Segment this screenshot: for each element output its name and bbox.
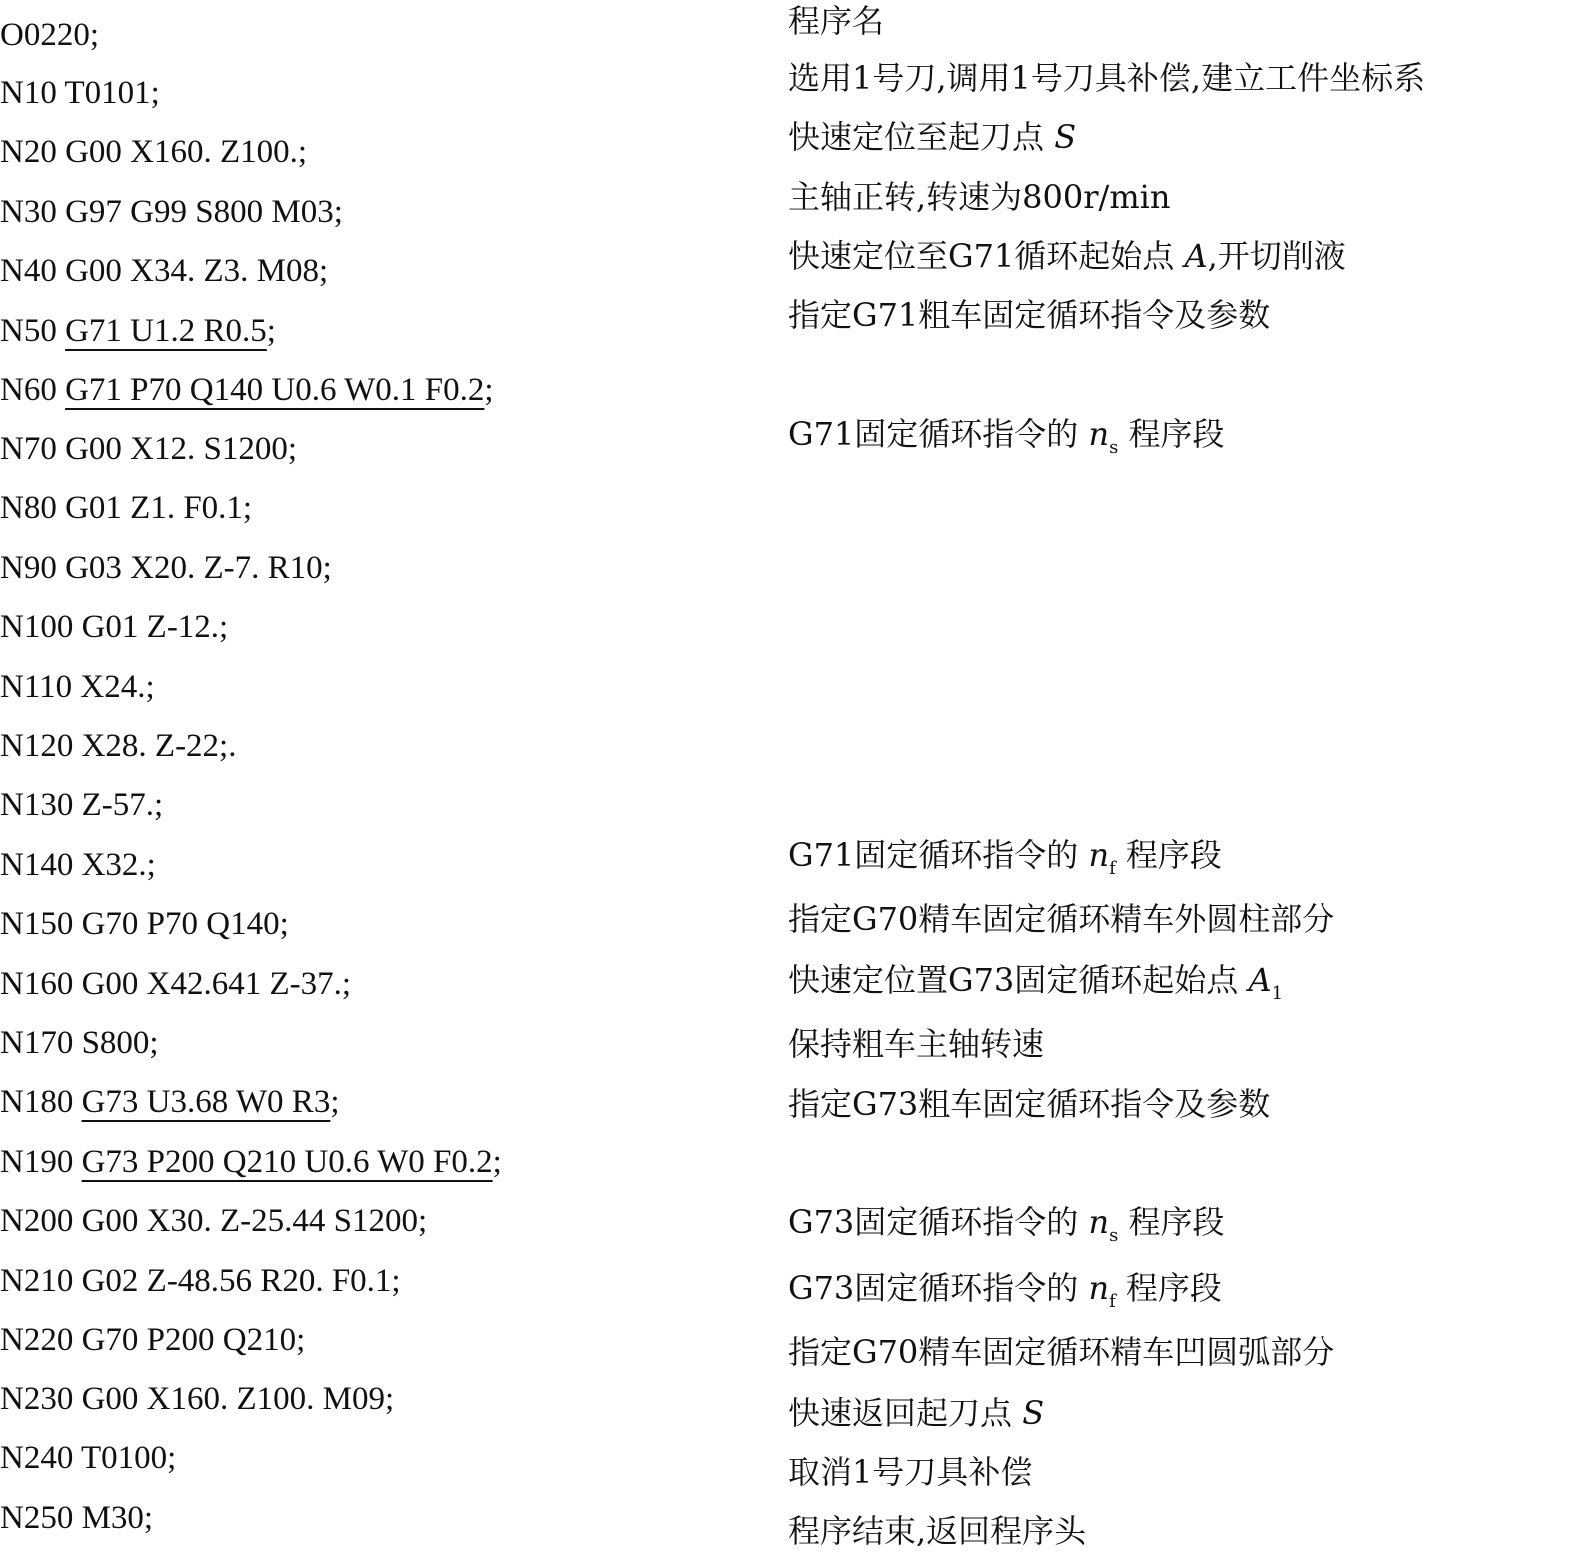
comment-text: 指定G70精车固定循环精车外圆柱部分 — [788, 900, 1335, 938]
comment-symbol: n — [1088, 836, 1110, 874]
comment-line — [788, 1259, 1222, 1318]
comment-line — [788, 1323, 1334, 1382]
comment-line — [788, 286, 1270, 345]
comment-text: 快速定位至G71循环起始点 — [788, 237, 1175, 275]
comment-subscript: f — [1109, 1291, 1116, 1312]
comment-line — [788, 108, 1076, 167]
code-text: O0220; — [0, 17, 99, 53]
code-line — [0, 539, 332, 598]
code-terminator: ; — [484, 372, 494, 408]
code-line — [0, 479, 252, 538]
comment-line — [788, 0, 884, 51]
code-line — [0, 1252, 401, 1311]
comment-symbol: n — [1088, 1269, 1110, 1307]
comment-symbol: S — [1054, 118, 1077, 156]
comment-line — [788, 890, 1334, 949]
comment-text: 保持粗车主轴转速 — [788, 1025, 1045, 1063]
code-line — [0, 1073, 340, 1132]
code-underlined-params: G71 U1.2 R0.5 — [65, 313, 267, 349]
code-text: N250 M30; — [0, 1500, 154, 1536]
code-text: N20 G00 X160. Z100.; — [0, 134, 308, 170]
comment-text: 指定G70精车固定循环精车凹圆弧部分 — [788, 1333, 1335, 1371]
comment-text: G71固定循环指令的 — [788, 415, 1079, 453]
code-line — [0, 302, 276, 361]
comment-symbol: n — [1088, 415, 1110, 453]
code-line — [0, 1429, 176, 1488]
code-text: N150 G70 P70 Q140; — [0, 906, 289, 942]
code-line — [0, 183, 343, 242]
comment-subscript: s — [1109, 437, 1119, 458]
comment-suffix: ,开切削液 — [1207, 237, 1346, 275]
code-text: N170 S800; — [0, 1025, 159, 1061]
comment-suffix: 程序段 — [1128, 1203, 1225, 1241]
comment-line — [788, 1384, 1044, 1443]
comment-symbol: S — [1022, 1394, 1045, 1432]
code-text: N130 Z-57.; — [0, 787, 164, 823]
code-terminator: ; — [266, 313, 276, 349]
code-line — [0, 6, 99, 65]
code-text: N10 T0101; — [0, 75, 160, 111]
code-line — [0, 836, 156, 895]
code-line — [0, 1311, 305, 1370]
code-text: N30 G97 G99 S800 M03; — [0, 194, 343, 230]
code-text: N60 — [0, 372, 66, 408]
comment-text: 选用1号刀,调用1号刀具补偿,建立工件坐标系 — [788, 59, 1426, 97]
comment-text: 指定G71粗车固定循环指令及参数 — [788, 296, 1271, 334]
comment-symbol: A — [1248, 961, 1272, 999]
comment-text: 快速定位至起刀点 — [788, 118, 1045, 156]
comment-suffix: 程序段 — [1128, 415, 1225, 453]
comment-text: 快速定位置G73固定循环起始点 — [788, 961, 1239, 999]
code-text: N190 — [0, 1144, 82, 1180]
code-line — [0, 361, 494, 420]
comment-text: G71固定循环指令的 — [788, 836, 1079, 874]
code-text: N50 — [0, 313, 66, 349]
code-line — [0, 1192, 427, 1251]
code-text: N220 G70 P200 Q210; — [0, 1322, 306, 1358]
comment-text: 指定G73粗车固定循环指令及参数 — [788, 1085, 1271, 1123]
code-text: N90 G03 X20. Z-7. R10; — [0, 550, 332, 586]
code-text: N100 G01 Z-12.; — [0, 609, 229, 645]
comment-line — [788, 1015, 1044, 1074]
code-text: N110 X24.; — [0, 669, 155, 705]
comment-text: G73固定循环指令的 — [788, 1269, 1079, 1307]
code-text: N160 G00 X42.641 Z-37.; — [0, 966, 352, 1002]
code-text: N200 G00 X30. Z-25.44 S1200; — [0, 1203, 428, 1239]
code-line — [0, 776, 163, 835]
code-line — [0, 1014, 159, 1073]
comment-text: 取消1号刀具补偿 — [788, 1453, 1033, 1491]
code-text: N140 X32.; — [0, 847, 156, 883]
code-underlined-params: G73 U3.68 W0 R3 — [81, 1084, 331, 1120]
code-column — [0, 0, 760, 1550]
code-text: N40 G00 X34. Z3. M08; — [0, 253, 329, 289]
code-text: N120 X28. Z-22;. — [0, 728, 237, 764]
code-text: N80 G01 Z1. F0.1; — [0, 490, 253, 526]
comment-line — [788, 951, 1283, 1010]
code-text: N230 G00 X160. Z100. M09; — [0, 1381, 395, 1417]
code-line — [0, 955, 351, 1014]
code-text: N240 T0100; — [0, 1440, 177, 1476]
comment-line — [788, 227, 1346, 286]
comment-text: 快速返回起刀点 — [788, 1394, 1013, 1432]
comment-symbol: n — [1088, 1203, 1110, 1241]
code-underlined-params: G71 P70 Q140 U0.6 W0.1 F0.2 — [65, 372, 485, 408]
comment-text: 程序名 — [788, 2, 885, 40]
comment-line — [788, 1443, 1032, 1502]
comment-line — [788, 405, 1225, 464]
comment-text: G73固定循环指令的 — [788, 1203, 1079, 1241]
code-line — [0, 1133, 502, 1192]
code-line — [0, 658, 155, 717]
comment-text: 主轴正转,转速为800r/min — [788, 178, 1171, 216]
code-line — [0, 895, 289, 954]
code-line — [0, 242, 328, 301]
comment-column — [788, 0, 1568, 1550]
comment-line — [788, 1193, 1225, 1252]
comment-text: 程序结束,返回程序头 — [788, 1512, 1087, 1550]
comment-subscript: s — [1109, 1225, 1119, 1246]
comment-subscript: 1 — [1271, 983, 1284, 1004]
comment-subscript: f — [1109, 858, 1116, 879]
code-text: N180 — [0, 1084, 82, 1120]
code-terminator: ; — [492, 1144, 502, 1180]
code-underlined-params: G73 P200 Q210 U0.6 W0 F0.2 — [81, 1144, 493, 1180]
comment-line — [788, 826, 1222, 885]
code-line — [0, 1370, 394, 1429]
comment-line — [788, 168, 1171, 227]
comment-symbol: A — [1184, 237, 1208, 275]
code-text: N210 G02 Z-48.56 R20. F0.1; — [0, 1263, 401, 1299]
comment-line — [788, 1502, 1086, 1561]
code-line — [0, 598, 228, 657]
code-line — [0, 64, 160, 123]
code-line — [0, 717, 236, 776]
comment-line — [788, 1075, 1270, 1134]
code-terminator: ; — [330, 1084, 340, 1120]
comment-suffix: 程序段 — [1125, 836, 1222, 874]
comment-suffix: 程序段 — [1125, 1269, 1222, 1307]
code-line — [0, 123, 307, 182]
code-text: N70 G00 X12. S1200; — [0, 431, 298, 467]
code-line — [0, 420, 297, 479]
code-line — [0, 1489, 153, 1548]
comment-line — [788, 49, 1425, 108]
